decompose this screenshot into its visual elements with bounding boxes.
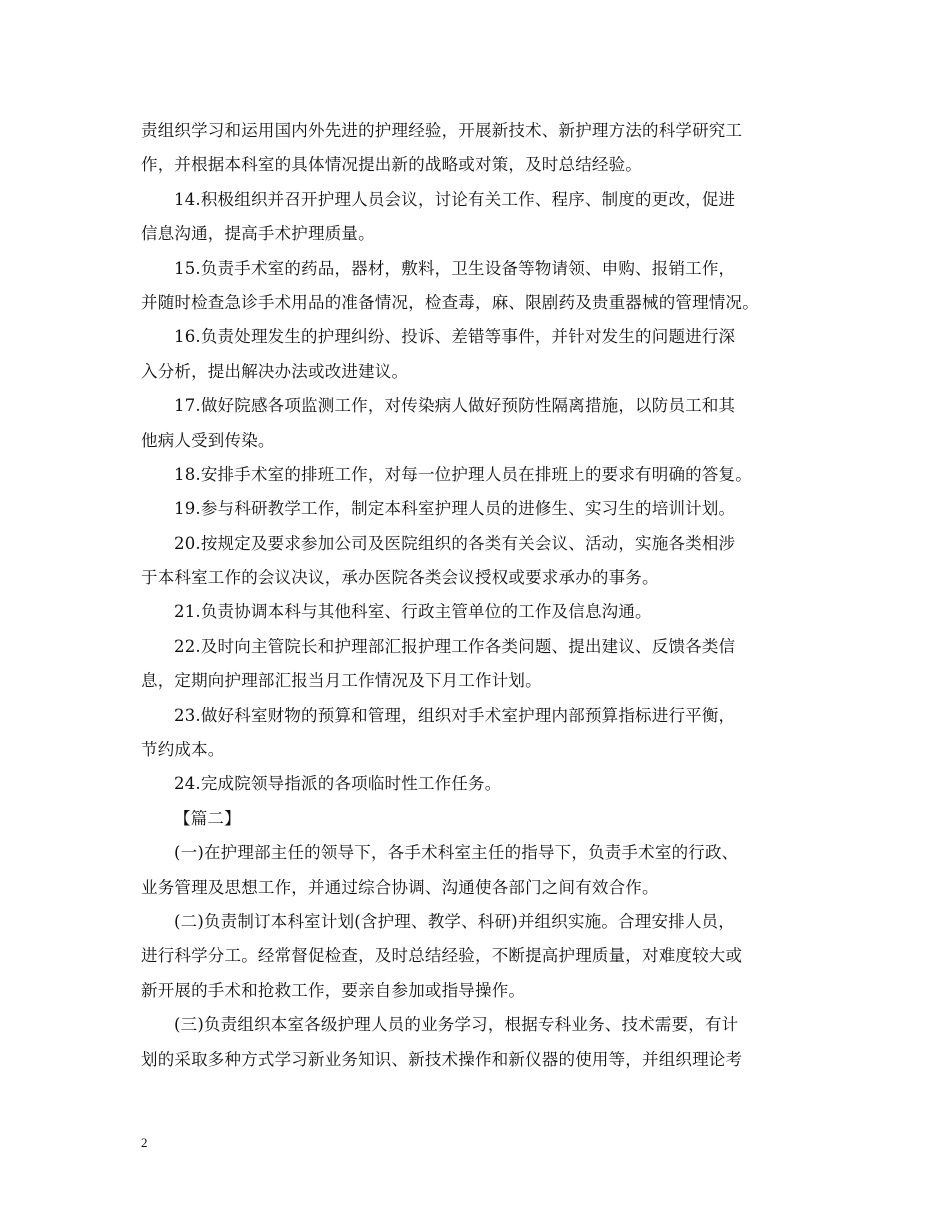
section-heading: 【篇二】 [174, 808, 241, 828]
text-line: 并随时检查急诊手术用品的准备情况，检查毒，麻、限剧药及贵重器械的管理情况。 [141, 292, 759, 312]
text-line: 新开展的手术和抢救工作，要亲自参加或指导操作。 [141, 980, 526, 1000]
document-body [141, 114, 816, 1077]
list-item-24: 24.完成院领导指派的各项临时性工作任务。 [174, 774, 502, 794]
list-item-3: (三)负责组织本室各级护理人员的业务学习，根据专科业务、技术需要，有计 [174, 1015, 739, 1035]
list-item-2: (二)负责制订本科室计划(含护理、教学、科研)并组织实施。合理安排人员， [174, 911, 735, 931]
list-item-14: 14.积极组织并召开护理人员会议，讨论有关工作、程序、制度的更改，促进 [174, 189, 736, 209]
text-line: 他病人受到传染。 [141, 430, 275, 450]
text-line: 节约成本。 [141, 740, 225, 760]
list-item-21: 21.负责协调本科与其他科室、行政主管单位的工作及信息沟通。 [174, 602, 652, 622]
text-line: 进行科学分工。经常督促检查，及时总结经验，不断提高护理质量，对难度较大或 [141, 946, 743, 966]
list-item-1: (一)在护理部主任的领导下，各手术科室主任的指导下，负责手术室的行政、 [174, 843, 739, 863]
text-line: 入分析，提出解决办法或改进建议。 [141, 361, 409, 381]
list-item-20: 20.按规定及要求参加公司及医院组织的各类有关会议、活动，实施各类相涉 [174, 533, 736, 553]
text-line: 责组织学习和运用国内外先进的护理经验，开展新技术、新护理方法的科学研究工 [141, 121, 743, 140]
list-item-17: 17.做好院感各项监测工作，对传染病人做好预防性隔离措施，以防员工和其 [174, 396, 736, 416]
list-item-18: 18.安排手术室的排班工作，对每一位护理人员在排班上的要求有明确的答复。 [174, 464, 752, 484]
page-number: 2 [141, 1135, 148, 1150]
list-item-22: 22.及时向主管院长和护理部汇报护理工作各类问题、提出建议、反馈各类信 [174, 636, 736, 656]
text-line: 信息沟通，提高手术护理质量。 [141, 224, 375, 244]
list-item-16: 16.负责处理发生的护理纠纷、投诉、差错等事件，并针对发生的问题进行深 [174, 327, 736, 347]
text-line: 于本科室工作的会议决议，承办医院各类会议授权或要求承办的事务。 [141, 568, 659, 588]
text-line: 业务管理及思想工作，并通过综合协调、沟通使各部门之间有效合作。 [141, 877, 659, 897]
text-line: 划的采取多种方式学习新业务知识、新技术操作和新仪器的使用等，并组织理论考 [141, 1049, 743, 1069]
list-item-19: 19.参与科研教学工作，制定本科室护理人员的进修生、实习生的培训计划。 [174, 499, 736, 519]
list-item-23: 23.做好科室财物的预算和管理，组织对手术室护理内部预算指标进行平衡， [174, 705, 736, 725]
text-line: 息，定期向护理部汇报当月工作情况及下月工作计划。 [141, 671, 542, 691]
text-line: 作，并根据本科室的具体情况提出新的战略或对策，及时总结经验。 [141, 155, 642, 175]
list-item-15: 15.负责手术室的药品，器材，敷料，卫生设备等物请领、申购、报销工作， [174, 258, 736, 278]
